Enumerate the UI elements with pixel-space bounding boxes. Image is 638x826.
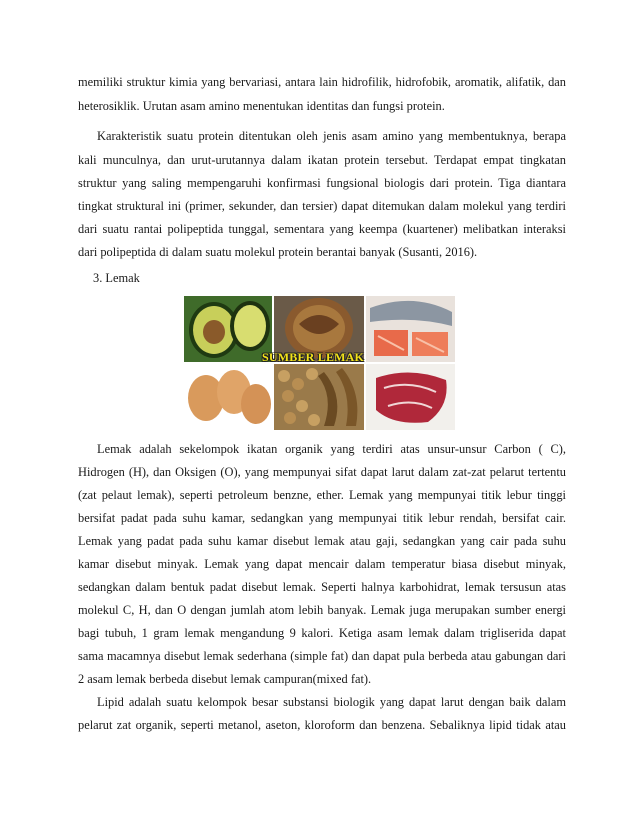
- text-line: Karakteristik suatu protein ditentukan oleh jenis asam amino yang membentuknya, berapa: [97, 129, 566, 143]
- text-line: bersifat padat pada suhu kamar, sedangkan yang mempunyai titik lebur rendah, bersifat cair.: [78, 511, 566, 525]
- text-line: molekul C, H, dan O dengan jumlah atom lebih banyak. Lemak juga merupakan sumber energi: [78, 603, 566, 617]
- text-line: dari suatu rantai polipeptida tunggal, sementara yang keempa (kuartener) melibatkan interaksi: [78, 222, 566, 236]
- text-line: kamar disebut minyak. Lemak yang dapat mencair dalam temperatur biasa disebut minyak,: [78, 557, 566, 571]
- text-line: pelarut zat organik, seperti metanol, aseton, kloroform dan benzena. Sebaliknya lipid tidak atau: [78, 718, 566, 732]
- text-line: 2 asam lemak berbeda disebut lemak campuran(mixed fat).: [78, 672, 372, 686]
- text-line: struktur yang saling mempengaruhi konfirmasi fungsional biologis dari protein. Tiga diantara: [78, 176, 566, 190]
- text-line: tingkat struktural ini (primer, sekunder, dan tersier) dapat ditemukan dalam molekul yang terdiri: [78, 199, 566, 213]
- text-line: Lipid adalah suatu kelompok besar substansi biologik yang dapat larut dengan baik dalam: [97, 695, 566, 709]
- text-line: heterosiklik. Urutan asam amino menentukan identitas dan fungsi protein.: [78, 99, 445, 113]
- text-line: sedangkan dalam bentuk padat disebut lemak. Seperti halnya karbohidrat, lemak tersusun atas: [78, 580, 566, 594]
- text-line: kali munculnya, dan urut-urutannya dalam ikatan protein tersebut. Terdapat empat tingkatan: [78, 153, 566, 167]
- text-line: Hidrogen (H), dan Oksigen (O), yang mempunyai sifat dapat larut dalam zat-zat pelarut tertentu: [78, 465, 566, 479]
- text-line: bagi tubuh, 1 gram lemak mengandung 9 kalori. Ketiga asam lemak dalam trigliserida dapat: [78, 626, 566, 640]
- text-line: Lemak yang padat pada suhu kamar disebut lemak atau gaji, sedangkan yang cair pada suhu: [78, 534, 566, 548]
- text-line: dari polipeptida di dalam suatu molekul protein berantai banyak (Susanti, 2016).: [78, 245, 478, 259]
- text-line: (zat pelaut lemak), seperti petroleum benzne, ether. Lemak yang mempunyai titik lebur tinggi: [78, 488, 566, 502]
- text-line: sama macamnya disebut lemak sederhana (simple fat) dan dapat pula berbeda atau gabungan dari: [78, 649, 566, 663]
- section-heading: 3. Lemak: [93, 271, 140, 285]
- sumber-lemak-image: [184, 296, 455, 430]
- image-banner-text: SUMBER LEMAK: [262, 350, 365, 364]
- text-line: Lemak adalah sekelompok ikatan organik yang terdiri atas unsur-unsur Carbon ( C),: [97, 442, 566, 456]
- text-line: memiliki struktur kimia yang bervariasi, antara lain hidrofilik, hidrofobik, aromatik, alifatik, dan: [78, 75, 566, 89]
